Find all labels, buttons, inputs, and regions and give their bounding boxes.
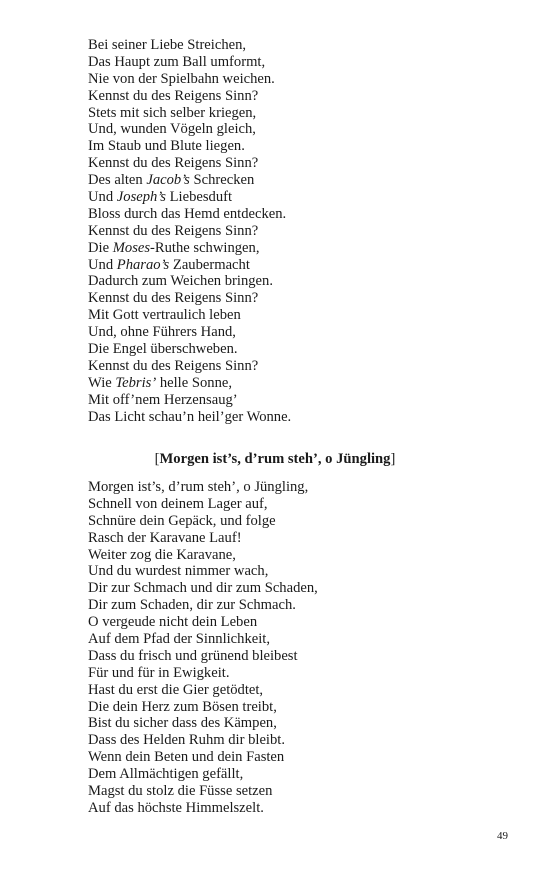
poem-line [88,530,508,547]
poem-line-text: -Ruthe schwingen, [150,239,260,256]
poem-stanza-second [88,479,508,817]
poem-line [88,715,508,732]
page-number: 49 [497,830,508,842]
poem-line [88,648,508,665]
poem-line [88,766,508,783]
poem-line-text: Dadurch zum Weichen bringen. [88,273,273,290]
heading-title: Morgen ist’s, d’rum steh’, o Jüngling [159,451,391,467]
poem-line-text: Schnüre dein Gepäck, und folge [88,512,276,529]
poem-line-text: Das Haupt zum Ball umformt, [88,53,266,70]
poem-line-text: Liebesduft [165,189,233,206]
poem-line [88,547,508,564]
poem-line-text: Wenn dein Beten und dein Fasten [88,749,285,766]
poem-line [88,172,508,189]
poem-line [88,54,508,71]
poem-line-text: Dem Allmächtigen gefällt, [88,766,244,783]
poem-line-text: Mit off’nem Herzensaug’ [88,391,238,408]
poem-line [88,341,508,358]
poem-line-text: Und du wurdest nimmer wach, [88,563,269,580]
poem-line-text: Die [88,239,113,256]
poem-line-text: Kennst du des Reigens Sinn? [88,222,259,239]
poem-line-text: Die Engel überschweben. [88,341,238,358]
poem-line-text: Dir zum Schaden, dir zur Schmach. [88,597,296,614]
poem-line [88,783,508,800]
poem-line [88,71,508,88]
poem-stanza-first [88,37,508,425]
poem-line-text: Hast du erst die Gier getödtet, [88,681,264,698]
poem-line [88,88,508,105]
poem-line [88,513,508,530]
poem-line-text: Dass du frisch und grünend bleibest [88,647,298,664]
poem-line-text: Kennst du des Reigens Sinn? [88,357,259,374]
poem-line [88,614,508,631]
poem-line-text: Und [88,189,117,206]
poem-line [88,665,508,682]
poem-line [88,479,508,496]
poem-line-text: Mit Gott vertraulich leben [88,307,241,324]
poem-line-text: helle Sonne, [156,374,232,391]
poem-line-text: Dir zur Schmach und dir zum Schaden, [88,580,318,597]
poem-line [88,800,508,817]
poem-line [88,121,508,138]
heading-close-bracket: ] [390,451,396,467]
poem-line-text: Nie von der Spielbahn weichen. [88,70,275,87]
poem-line-italic-name: Jacob’s [146,172,190,189]
poem-line-text: Kennst du des Reigens Sinn? [88,87,259,104]
poem-line [88,749,508,766]
poem-line-text: Bist du sicher dass des Kämpen, [88,715,277,732]
poem-line-text: Schrecken [189,172,255,189]
poem-line-text: Schnell von deinem Lager auf, [88,495,268,512]
poem-line [88,597,508,614]
poem-line [88,138,508,155]
poem-line-text: Rasch der Karavane Lauf! [88,529,242,546]
poem-line-text: O vergeude nicht dein Leben [88,614,258,631]
poem-line [88,257,508,274]
poem-line [88,699,508,716]
poem-line [88,732,508,749]
heading-open-bracket: [ [154,451,160,467]
poem-line [88,375,508,392]
poem-line-text: Des alten [88,172,147,189]
poem-line [88,189,508,206]
poem-line-text: Und [88,256,117,273]
poem-line-italic-name: Tebris’ [115,374,157,391]
poem-line [88,273,508,290]
poem-line-text: Im Staub und Blute liegen. [88,138,245,155]
poem-line [88,358,508,375]
poem-line-text: Auf das höchste Himmelszelt. [88,799,264,816]
poem-line-text: Und, ohne Führers Hand, [88,324,236,341]
poem-line-text: Stets mit sich selber kriegen, [88,104,257,121]
poem-line-text: Magst du stolz die Füsse setzen [88,783,273,800]
poem-line-italic-name: Joseph’s [116,189,166,206]
poem-line [88,496,508,513]
poem-line-text: Weiter zog die Karavane, [88,546,236,563]
poem-line-text: Zaubermacht [169,256,250,273]
poem-line [88,307,508,324]
poem-line [88,155,508,172]
poem-line [88,631,508,648]
poem-line-text: Bei seiner Liebe Streichen, [88,37,247,53]
poem-line-text: Wie [88,374,116,391]
poem-line-text: Kennst du des Reigens Sinn? [88,290,259,307]
poem-line-text: Auf dem Pfad der Sinnlichkeit, [88,631,270,648]
poem-line [88,580,508,597]
poem-line-text: Morgen ist’s, d’rum steh’, o Jüngling, [88,479,309,495]
poem-line [88,223,508,240]
poem-line [88,240,508,257]
poem-line-text: Kennst du des Reigens Sinn? [88,155,259,172]
poem-line-text: Für und für in Ewigkeit. [88,664,230,681]
poem-line [88,206,508,223]
poem-line-italic-name: Moses [112,239,151,256]
poem-line [88,563,508,580]
poem-line [88,392,508,409]
poem-line [88,37,508,54]
poem-line-text: Dass des Helden Ruhm dir bleibt. [88,732,285,749]
poem-heading [0,450,550,468]
poem-line-text: Die dein Herz zum Bösen treibt, [88,698,277,715]
poem-line-text: Und, wunden Vögeln gleich, [88,121,256,138]
poem-line-text: Bloss durch das Hemd entdecken. [88,205,287,222]
poem-line [88,682,508,699]
poem-line-text: Das Licht schau’n heil’ger Wonne. [88,408,292,425]
poem-line [88,324,508,341]
poem-line [88,409,508,426]
poem-line [88,105,508,122]
poem-line-italic-name: Pharao’s [116,256,170,273]
poem-line [88,290,508,307]
